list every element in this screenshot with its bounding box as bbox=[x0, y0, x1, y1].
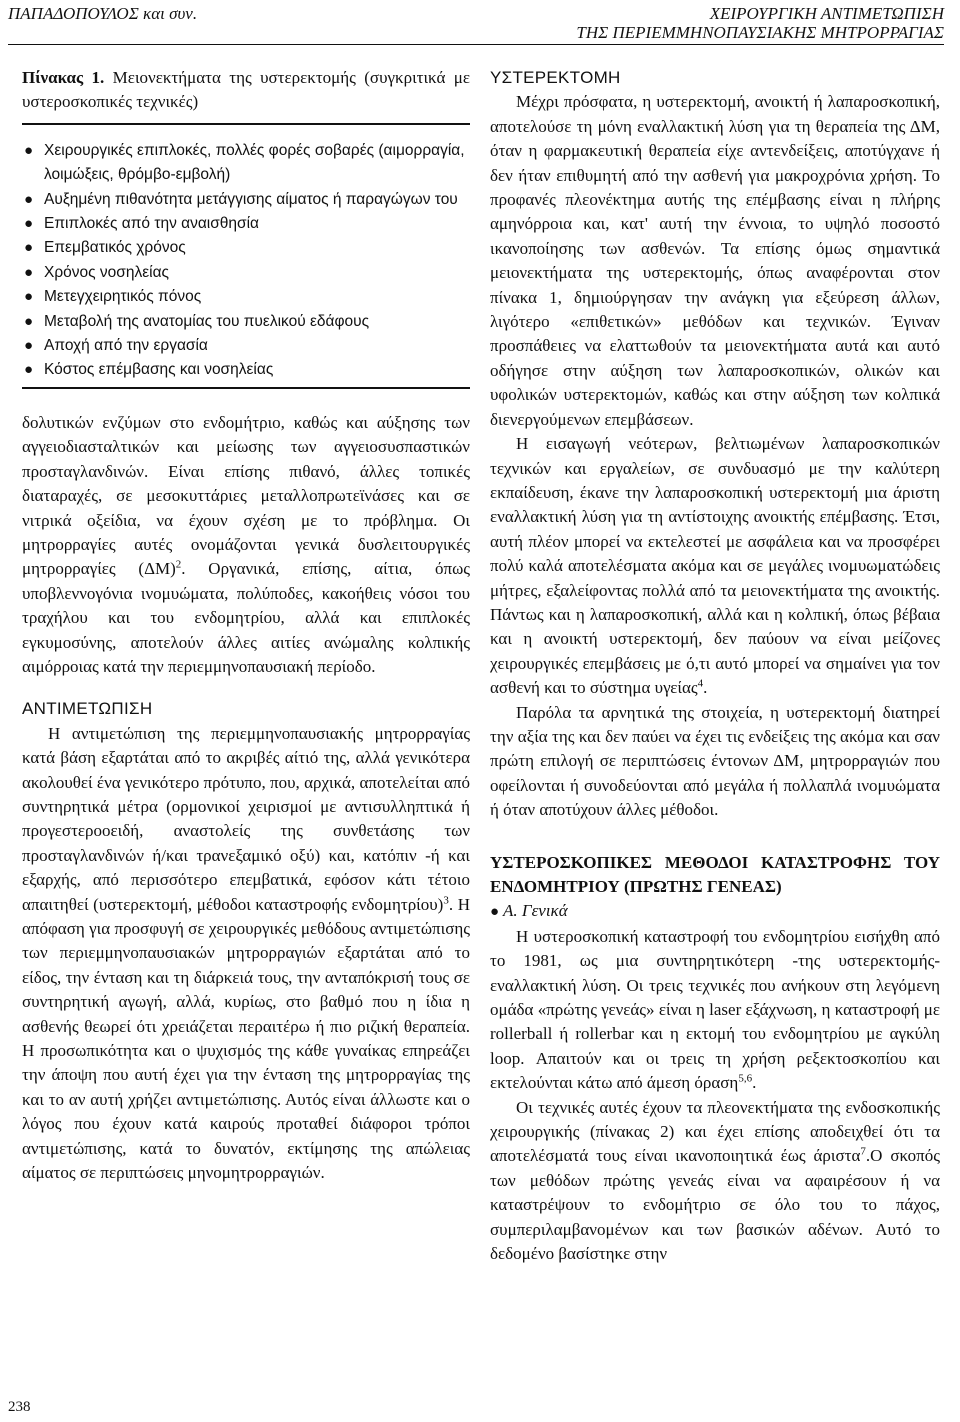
table-list-item bbox=[22, 139, 470, 188]
text-run: Η υστεροσκοπική καταστροφή του ενδομητρίου εισήχθη από το 1981, ως μια συντηρητικότερη -της υστερεκτομής- εναλλακτική λύση. Οι τρεις τεχνικές που ανήκουν στη λεγόμενη ομάδα «πρώτης γενεάς» είναι η laser εξάχνωση, η καταστροφή με rollerball ή rollerbar και η εκτομή του ενδομητρίου με αγκύλη loop. Απαιτούν και οι τρεις τη χρήση ρεξεκτοσκοπίου και εκτελούνται κάτω από άμεση όραση bbox=[490, 926, 940, 1093]
bullet-icon: ● bbox=[24, 215, 34, 233]
table-item-text: Αυξημένη πιθανότητα μετάγγισης αίματος ή παραγώγων του bbox=[44, 190, 458, 208]
bullet-icon: ● bbox=[24, 312, 34, 330]
table-item-text: Μεταβολή της ανατομίας του πυελικού εδάφους bbox=[44, 312, 370, 330]
subsection-general bbox=[490, 899, 940, 924]
paragraph-ablation-intro bbox=[490, 925, 940, 1096]
text-run: . bbox=[703, 678, 708, 698]
running-header-authors: ΠΑΠΑΔΟΠΟΥΛΟΣ και συν. bbox=[8, 4, 198, 23]
subsection-label: Α. Γενικά bbox=[503, 901, 568, 921]
table-list-item bbox=[22, 310, 470, 334]
page-number: 238 bbox=[8, 1399, 31, 1415]
text-run: . bbox=[752, 1073, 757, 1093]
citation: 7 bbox=[860, 1145, 866, 1158]
bullet-icon: ● bbox=[24, 288, 34, 306]
citation: 4 bbox=[697, 677, 704, 690]
section-heading-endometrial-ablation: ΥΣΤΕΡΟΣΚΟΠΙΚΕΣ ΜΕΘΟΔΟΙ ΚΑΤΑΣΤΡΟΦΗΣ ΤΟΥ ΕΝΔΟΜΗΤΡΙΟΥ (ΠΡΩΤΗΣ ΓΕΝΕΑΣ) bbox=[490, 852, 940, 896]
table-list-item bbox=[22, 261, 470, 285]
bullet-icon: ● bbox=[24, 141, 34, 159]
running-header-title-line2: ΤΗΣ ΠΕΡΙΕΜΜΗΝΟΠΑΥΣΙΑΚΗΣ ΜΗΤΡΟΡΡΑΓΙΑΣ bbox=[576, 23, 944, 42]
bullet-icon: ● bbox=[24, 337, 34, 355]
table-top-rule bbox=[22, 123, 470, 125]
table-label: Πίνακας 1. bbox=[22, 68, 105, 87]
text-run: .Ο σκοπός των μεθόδων πρώτης γενεάς είναι να αφαιρέσουν ή να καταστρέψουν το ενδομήτριο σε όλο του το πάχος, συμπεριλαμβανομένων και των βασικών αδένων. Αυτό το δεδομένο βασίστηκε στην bbox=[490, 1146, 940, 1264]
table-list-item bbox=[22, 334, 470, 358]
citation: 3 bbox=[443, 893, 449, 906]
table-item-text: Κόστος επέμβασης και νοσηλείας bbox=[44, 361, 274, 379]
table-list-item bbox=[22, 285, 470, 309]
left-column bbox=[22, 66, 470, 1185]
table-list-item bbox=[22, 236, 470, 260]
running-header-title bbox=[576, 4, 944, 42]
table-list-item bbox=[22, 188, 470, 212]
paragraph-ablation-advantages bbox=[490, 1096, 940, 1267]
right-column bbox=[490, 66, 940, 1267]
text-run: . Η απόφαση για προσφυγή σε χειρουργικές μεθόδους αντιμετώπισης των περιεμμηνοπαυσιακών μητρορραγιών εξαρτάται από το είδος, την ένταση και τη διάρκειά τους, την ανταπόκρισή τους σε συντηρητική αγωγή, αλλά, κυρίως, στο βαθμό που η ίδια η ασθενής θεωρεί ότι χρειάζεται περαιτέρω ή πιο ριζική θεραπεία. Η προσωπικότητα και ο ψυχισμός της κάθε γυναίκας επηρεάζει την άποψη που αυτή έχει για την ένταση της μητρορραγίας της και το αν αυτή χρήζει αντιμετώπισης. Αυτός είναι άλλωστε και ο λόγος που έχουν κατά καιρούς προταθεί διάφοροι τρόποι αντιμετώπισης, κατά το δυνατόν, εκτίμησης της απώλειας αίματος σε περιπτώσεις μηνομητρορραγιών. bbox=[22, 894, 471, 1183]
section-heading-hysterectomy: ΥΣΤΕΡΕΚΤΟΜΗ bbox=[490, 68, 621, 87]
bullet-icon: ● bbox=[24, 361, 34, 379]
paragraph-hysterectomy-value: Παρόλα τα αρνητικά της στοιχεία, η υστερεκτομή διατηρεί την αξία της και δεν παύει να έχει τις ενδείξεις της ακόμα και σαν πρώτη επιλογή σε περιπτώσεις έντονων ΔΜ, μητρορραγιών που οφείλονται ή συνοδεύονται από μεγάλα ή πολλαπλά ινομυώματα ή όταν αποτύχουν άλλες μέθοδοι. bbox=[490, 702, 940, 820]
bullet-icon: ● bbox=[24, 263, 34, 281]
table-item-text: Χρόνος νοσηλείας bbox=[44, 263, 170, 281]
text-run: Οι τεχνικές αυτές έχουν τα πλεονεκτήματα της ενδοσκοπικής χειρουργικής (πίνακας 2) και έχει επίσης αποδειχθεί ότι τα αποτελέσματά τους είναι ικανοποιητικά έως άριστα bbox=[490, 1097, 940, 1166]
text-run: Η αντιμετώπιση της περιεμμηνοπαυσιακής μητρορραγίας κατά βάση εξαρτάται από το ακριβές αίτιό της, αλλά γενικότερα ακολουθεί ένα γενικότερο πρότυπο, που, αρχικά, αποτελείται από συντηρητικά μέτρα (ορμονικοί χειρισμοί με αντισυλληπτικά ή προγεστεροοειδή, αναστολείς της συνθετάσης των προσταγλανδινών ή/και τρανεξαμικό οξύ) και, κατόπιν -ή και εξαρχής, από περισσότερο επεμβατικά, εφόσον κάτι τέτοιο απαιτηθεί (υστερεκτομή, μέθοδοι καταστροφής ενδομητρίου) bbox=[22, 723, 470, 914]
bullet-icon: ● bbox=[490, 904, 500, 921]
section-heading-treatment: ΑΝΤΙΜΕΤΩΠΙΣΗ bbox=[22, 699, 153, 719]
table-item-text: Χειρουργικές επιπλοκές, πολλές φορές σοβαρές (αιμορραγία, λοιμώξεις, θρόμβο-εμβολή) bbox=[44, 141, 465, 184]
paragraph-laparoscopic bbox=[490, 432, 940, 700]
table-item-text: Μετεγχειρητικός πόνος bbox=[44, 288, 202, 306]
paragraph-etiology bbox=[22, 411, 470, 679]
citation: 2 bbox=[175, 558, 182, 571]
table-item-text: Επιπλοκές από την αναισθησία bbox=[44, 215, 260, 233]
text-run: Η εισαγωγή νεότερων, βελτιωμένων λαπαροσκοπικών τεχνικών και εργαλείων, σε συνδυασμό με την καλύτερη εκπαίδευση, έκανε την λαπαροσκοπική υστερεκτομή μια άριστη εναλλακτική λύση για τη αντίστοιχης ανοικτής επέμβασης. Έτσι, αυτή πλέον μπορεί να εκτελεστεί με ασφάλεια και να προσφέρει πολύ καλά αποτελέσματα ακόμα και σε μεγάλες ινομυωματώδεις μήτρες, εξαλείφοντας πολλά από τα μειονεκτήματα της ανοικτής. Πάντως και η λαπαροσκοπική, αλλά και η κολπική, όπως βέβαια και η ανοικτή υστερεκτομή, δεν παύουν να είναι μείζονες χειρουργικές επεμβάσεις με ό,τι αυτό μπορεί να σημαίνει για τον ασθενή και το σύστημα υγείας bbox=[490, 434, 940, 698]
table-caption-text: Μειονεκτήματα της υστερεκτομής (συγκριτικά με υστεροσκοπικές τεχνικές) bbox=[22, 68, 470, 112]
running-header-title-line1: ΧΕΙΡΟΥΡΓΙΚΗ ΑΝΤΙΜΕΤΩΠΙΣΗ bbox=[709, 4, 944, 23]
table-item-text: Επεμβατικός χρόνος bbox=[44, 239, 186, 257]
table-caption bbox=[22, 66, 470, 115]
citation: 5,6 bbox=[738, 1072, 753, 1085]
table-list-item bbox=[22, 358, 470, 382]
table-bottom-rule bbox=[22, 387, 470, 389]
table-list-item bbox=[22, 212, 470, 236]
header-rule bbox=[8, 44, 944, 45]
text-run: δολυτικών ενζύμων στο ενδομήτριο, καθώς και αύξησης των αγγειοδιασταλτικών και μείωσης των αγγειοσυσπαστικών προσταγλανδινών. Είναι επίσης πιθανό, άλλες τοπικές διαταραχές, σε μεσοκυττάριες μεταλλοπρωτεϊνάσες και σε νιτρικά οξείδια, να έχουν σχέση με το πρόβλημα. Οι μητρορραγίες αυτές ονομάζονται γενικά δυσλειτουργικές μητρορραγίες (ΔΜ) bbox=[22, 412, 470, 579]
table-item-text: Αποχή από την εργασία bbox=[44, 337, 208, 355]
text-run: . Οργανικά, επίσης, αίτια, όπως υποβλεννογόνια ινομυώματα, πολύποδες, κακοήθεις νόσοι του τραχήλου και του ενδομητρίου, αλλά και επιπλοκές εγκυμοσύνης, αποτελούν άλλες αιτίες ανώμαλης κολπικής αιμόρροιας κατά την περιεμμηνοπαυσιακή περίοδο. bbox=[22, 559, 470, 676]
paragraph-hysterectomy-intro: Μέχρι πρόσφατα, η υστερεκτομή, ανοικτή ή λαπαροσκοπική, αποτελούσε τη μόνη εναλλακτική λύση για τη θεραπεία της ΔΜ, όταν η φαρμακευτική θεραπεία είχε αντενδείξεις, αποτύγχανε ή δεν ήταν επιθυμητή από την ασθενή για μακροχρόνια χρήση. Το προφανές πλεονέκτημα αυτής της επέμβασης είναι η πλήρης αμηνόρροια και, κατ' αυτή την έννοια, το υψηλό ποσοστό ικανοποίησης των ασθενών. Τα επίσης όμως σημαντικά μειονεκτήματα της υστερεκτομής, όπως αναφέρονται στον πίνακα 1, δημιούργησαν την ανάγκη για εξεύρεση άλλων, λιγότερο «επιθετικών» μεθόδων και τεχνικών. Έγιναν προσπάθειες να ελαττωθούν τα μειονεκτήματα αυτά και αυτό οδήγησε στην αύξηση των λαπαροσκοπικών, ολικών και υφολικών υστερεκτομών, καθώς και στην αύξηση των κολπικά διενεργούμενων επεμβάσεων. bbox=[490, 92, 940, 429]
table-list bbox=[22, 139, 470, 383]
bullet-icon: ● bbox=[24, 239, 34, 257]
bullet-icon: ● bbox=[24, 190, 34, 208]
table-1 bbox=[22, 66, 470, 389]
paragraph-treatment bbox=[22, 722, 470, 1186]
